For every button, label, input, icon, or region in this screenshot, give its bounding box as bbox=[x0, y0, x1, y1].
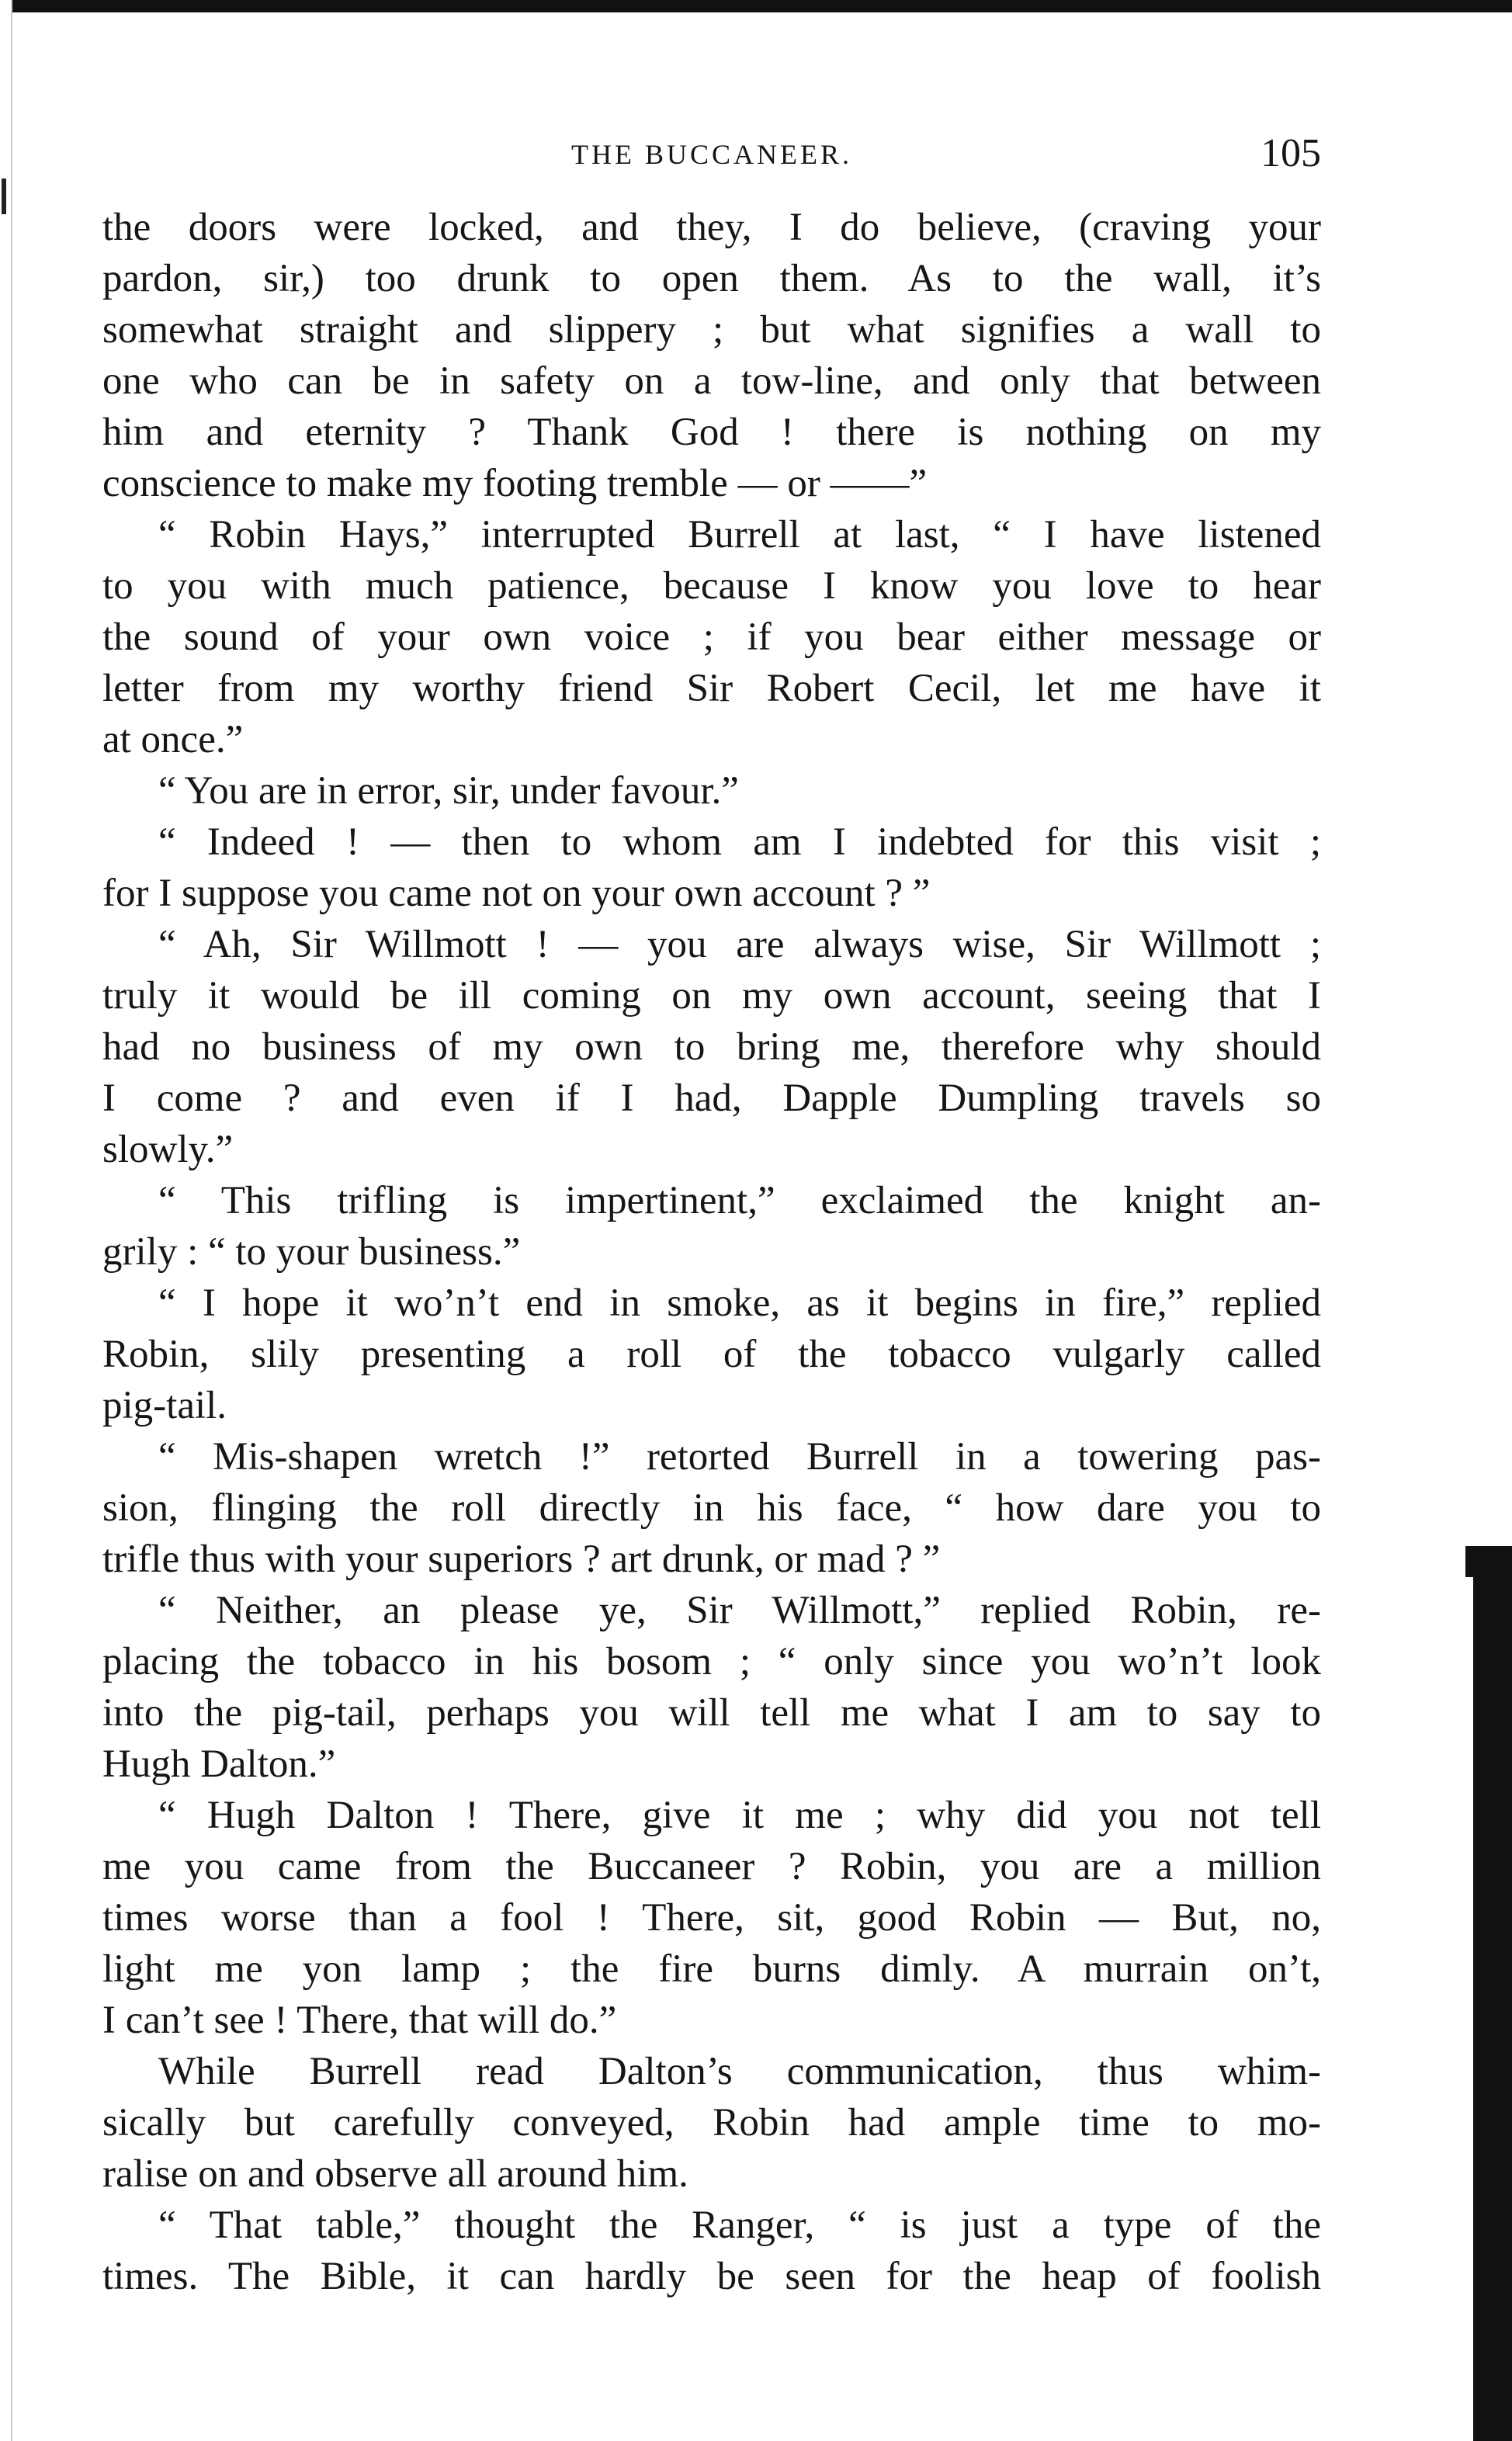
text-line: into the pig-tail, perhaps you will tell me what I am to say to bbox=[102, 1691, 1321, 1735]
text-line: “ Hugh Dalton ! There, give it me ; why did you not tell bbox=[158, 1794, 1321, 1837]
text-line: conscience to make my footing tremble — or ——” bbox=[102, 462, 928, 505]
text-line: “ This trifling is impertinent,” exclaimed the knight an- bbox=[158, 1179, 1321, 1222]
text-line: “ You are in error, sir, under favour.” bbox=[158, 769, 739, 813]
text-line: times. The Bible, it can hardly be seen for the heap of foolish bbox=[102, 2255, 1321, 2298]
text-line: placing the tobacco in his bosom ; “ only since you wo’n’t look bbox=[102, 1640, 1321, 1683]
text-line: times worse than a fool ! There, sit, good Robin — But, no, bbox=[102, 1896, 1321, 1940]
text-line: “ Indeed ! — then to whom am I indebted for this visit ; bbox=[158, 820, 1321, 864]
text-line: one who can be in safety on a tow-line, and only that between bbox=[102, 359, 1321, 403]
running-title: THE BUCCANEER. bbox=[571, 139, 852, 170]
right-edge-notch bbox=[1465, 1546, 1475, 1577]
text-line: “ Ah, Sir Willmott ! — you are always wise, Sir Willmott ; bbox=[158, 923, 1321, 966]
text-line: the sound of your own voice ; if you bear either message or bbox=[102, 615, 1321, 659]
text-line: the doors were locked, and they, I do believe, (craving your bbox=[102, 206, 1321, 249]
text-line: trifle thus with your superiors ? art drunk, or mad ? ” bbox=[102, 1538, 941, 1581]
text-line: truly it would be ill coming on my own account, seeing that I bbox=[102, 974, 1321, 1018]
text-line: Robin, slily presenting a roll of the tobacco vulgarly called bbox=[102, 1333, 1321, 1376]
text-line: light me yon lamp ; the fire burns dimly. A murrain on’t, bbox=[102, 1947, 1321, 1991]
text-line: Hugh Dalton.” bbox=[102, 1742, 336, 1786]
body-text bbox=[102, 202, 1321, 2302]
text-line: slowly.” bbox=[102, 1128, 234, 1171]
top-border bbox=[0, 0, 1512, 12]
text-line: pig-tail. bbox=[102, 1384, 227, 1427]
text-line: for I suppose you came not on your own account ? ” bbox=[102, 872, 931, 915]
text-line: at once.” bbox=[102, 718, 244, 761]
text-line: “ Robin Hays,” interrupted Burrell at last, “ I have listened bbox=[158, 513, 1321, 557]
text-line: pardon, sir,) too drunk to open them. As to the wall, it’s bbox=[102, 257, 1321, 300]
text-line: grily : “ to your business.” bbox=[102, 1230, 521, 1274]
text-line: I come ? and even if I had, Dapple Dumpling travels so bbox=[102, 1077, 1321, 1120]
text-line: “ Mis-shapen wretch !” retorted Burrell in a towering pas- bbox=[158, 1435, 1321, 1479]
left-edge-mark bbox=[2, 179, 6, 214]
text-line: to you with much patience, because I know you love to hear bbox=[102, 564, 1321, 608]
text-line: had no business of my own to bring me, therefore why should bbox=[102, 1025, 1321, 1069]
text-line: I can’t see ! There, that will do.” bbox=[102, 1999, 617, 2042]
text-line: sion, flinging the roll directly in his face, “ how dare you to bbox=[102, 1486, 1321, 1530]
right-scan-edge bbox=[1473, 1546, 1512, 2441]
text-line: sically but carefully conveyed, Robin had ample time to mo- bbox=[102, 2101, 1321, 2145]
left-page-edge bbox=[0, 0, 12, 2441]
page-header bbox=[102, 130, 1321, 185]
text-line: somewhat straight and slippery ; but what signifies a wall to bbox=[102, 308, 1321, 352]
text-line: letter from my worthy friend Sir Robert Cecil, let me have it bbox=[102, 667, 1321, 710]
text-line: While Burrell read Dalton’s communication, thus whim- bbox=[158, 2050, 1321, 2093]
text-line: me you came from the Buccaneer ? Robin, you are a million bbox=[102, 1845, 1321, 1888]
page-number: 105 bbox=[1261, 131, 1321, 175]
text-line: “ That table,” thought the Ranger, “ is just a type of the bbox=[158, 2203, 1321, 2247]
text-line: “ Neither, an please ye, Sir Willmott,” replied Robin, re- bbox=[158, 1589, 1321, 1632]
text-line: ralise on and observe all around him. bbox=[102, 2152, 688, 2196]
text-line: him and eternity ? Thank God ! there is nothing on my bbox=[102, 411, 1321, 454]
text-line: “ I hope it wo’n’t end in smoke, as it begins in fire,” replied bbox=[158, 1281, 1321, 1325]
